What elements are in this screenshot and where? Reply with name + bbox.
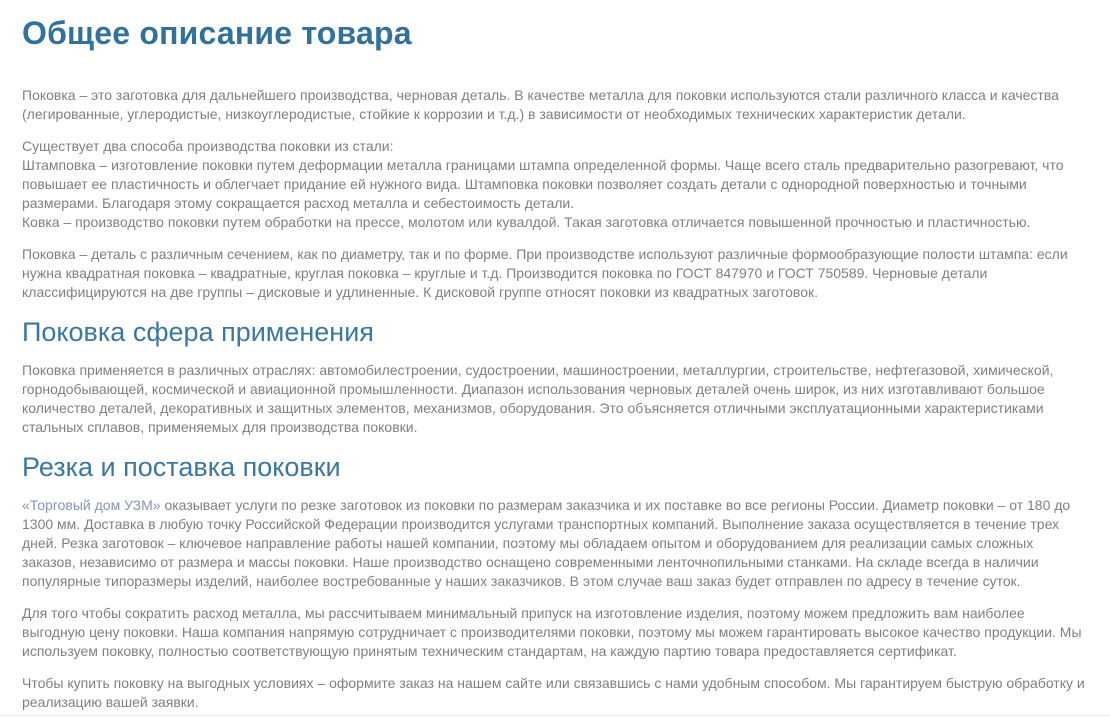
forging-description: Ковка – производство поковки путем обработки на прессе, молотом или кувалдой. Такая заготовка отличается повышенной прочностью и пластичностью. bbox=[22, 214, 1031, 230]
pricing-paragraph: Для того чтобы сократить расход металла, мы рассчитываем минимальный припуск на изготовление изделия, поэтому можем предложить вам наиболее выгодную цену поковки. Наша компания напрямую сотрудничает с производителями поковки, поэтому мы можем гарантировать высокое качество продукции. Мы используем поковку, полностью соответствующую принятым техническим стандартам, на каждую партию товара предоставляется сертификат. bbox=[22, 605, 1082, 659]
classification-paragraph: Поковка – деталь с различным сечением, как по диаметру, так и по форме. При производстве используют различные формообразующие полости штампа: если нужна квадратная поковка – квадратные, круглая поковка – круглые и т.д. Производится поковка по ГОСТ 847970 и ГОСТ 750589. Черновые детали классифицируются на две группы – дисковые и удлиненные. К дисковой группе относят поковки из квадратных заготовок. bbox=[22, 246, 1068, 300]
bottom-divider bbox=[0, 715, 1110, 716]
brand-name: «Торговый дом УЗМ» bbox=[22, 497, 161, 513]
intro-paragraph: Поковка – это заготовка для дальнейшего производства, черновая деталь. В качестве металла для поковки используются стали различного класса и качества (легированные, углеродистые, низкоуглеродистые, стойкие к коррозии и т.д.) в зависимости от необходимых технических характеристик детали. bbox=[22, 87, 1059, 122]
stamping-description: Штамповка – изготовление поковки путем деформации металла границами штампа определенной формы. Чаще всего сталь предварительно разогревают, что повышает ее пластичность и облегчает придание ей нужного вида. Штамповка поковки позволяет создать детали с однородной поверхностью и точными размерами. Благодаря этому сокращается расход металла и себестоимость детали. bbox=[22, 157, 1064, 211]
cutting-services-text: оказывает услуги по резке заготовок из поковки по размерам заказчика и их поставке во все регионы России. Диаметр поковки – от 180 до 1300 мм. Доставка в любую точку Российской Федерации производится услугами транспортных компаний. Выполнение заказа осуществляется в течение трех дней. Резка заготовок – ключевое направление работы нашей компании, поэтому мы обладаем опытом и оборудованием для реализации самых сложных заказов, независимо от размера и массы поковки. Наше производство оснащено современными ленточнопильными станками. На складе всегда в наличии популярные типоразмеры изделий, наиболее востребованные у наших заказчиков. В этом случае ваш заказ будет отправлен по адресу в течение суток. bbox=[22, 497, 1071, 589]
section-heading-application: Поковка сфера применения bbox=[22, 317, 374, 347]
cutting-services-paragraph bbox=[22, 496, 1086, 591]
production-methods-paragraph bbox=[22, 137, 1086, 232]
application-paragraph: Поковка применяется в различных отраслях: автомобилестроении, судостроении, машиностроении, металлургии, строительстве, нефтегазовой, химической, горнодобывающей, космической и авиационной промышленности. Диапазон использования черновых деталей очень широк, из них изготавливают большое количество деталей, декоративных и защитных элементов, механизмов, оборудования. Это объясняется отличными эксплуатационными характеристиками стальных сплавов, применяемых для производства поковки. bbox=[22, 362, 1054, 435]
section-heading-cutting: Резка и поставка поковки bbox=[22, 452, 341, 482]
order-paragraph: Чтобы купить поковку на выгодных условиях – оформите заказ на нашем сайте или связавшись с нами удобным способом. Мы гарантируем быструю обработку и реализацию вашей заявки. bbox=[22, 675, 1085, 710]
production-methods-intro: Существует два способа производства поковки из стали: bbox=[22, 138, 394, 154]
page-title: Общее описание товара bbox=[22, 15, 412, 51]
